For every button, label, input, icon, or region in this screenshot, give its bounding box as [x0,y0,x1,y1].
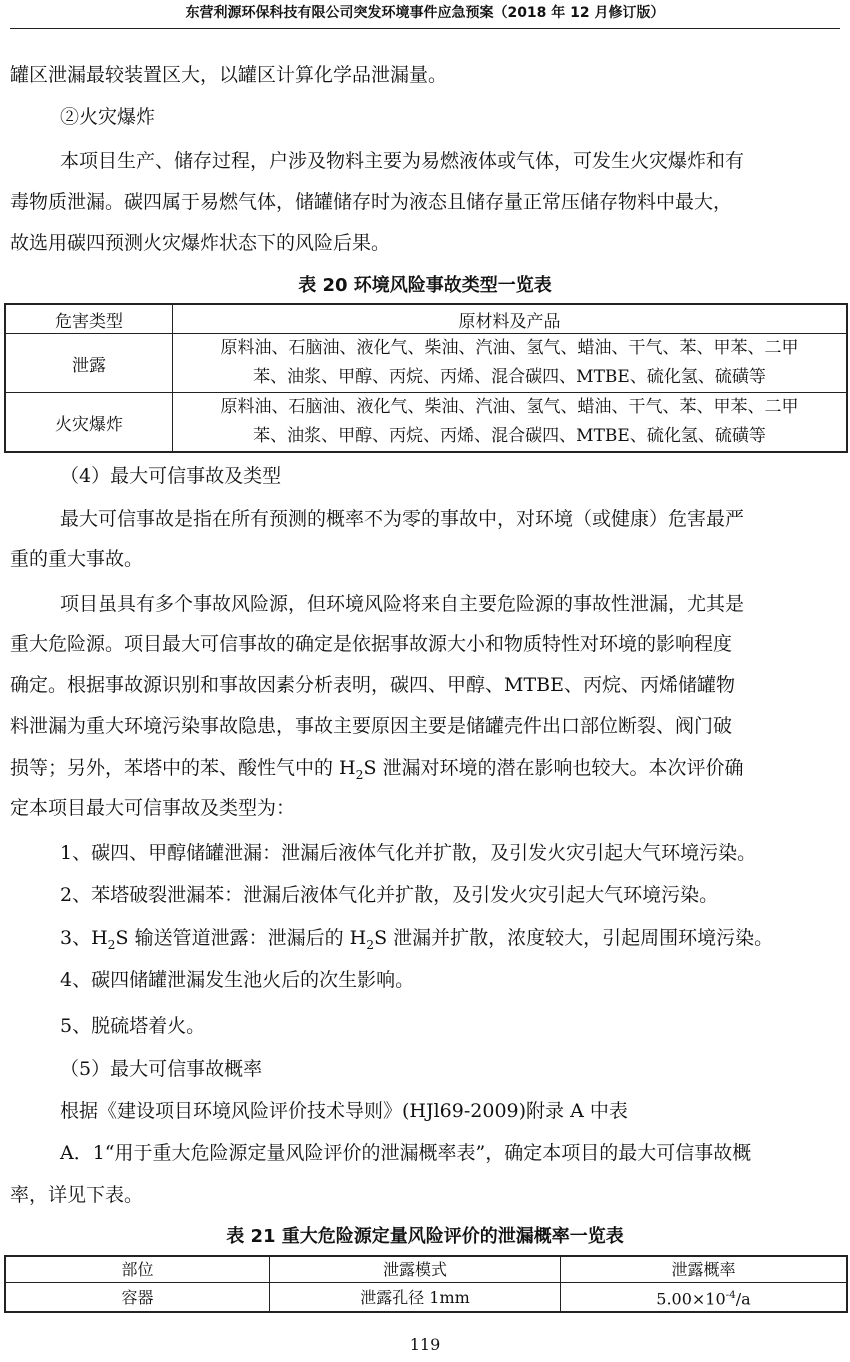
table-header-cell: 部位 [5,1256,270,1283]
list-item [60,927,773,956]
cell-line: 原料油、石脑油、液化气、柴油、汽油、氢气、蜡油、干气、苯、甲苯、二甲 [220,397,799,417]
table-cell [561,1283,848,1313]
section-heading: （4）最大可信事故及类型 [60,465,282,487]
table-cell [173,393,848,453]
table-header-row [5,304,847,334]
subscript: 2 [107,937,116,952]
paragraph: 重大危险源。项目最大可信事故的确定是依据事故源大小和物质特性对环境的影响程度 [10,633,733,655]
cell-line: 苯、油浆、甲醇、丙烷、丙烯、混合碳四、MTBE、硫化氢、硫磺等 [253,367,766,387]
paragraph: 毒物质泄漏。碳四属于易燃气体，储罐储存时为液态且储存量正常压储存物料中最大， [10,191,733,213]
text-run: S 泄漏对环境的潜在影响也较大。本次评价确 [363,757,744,779]
paragraph: 最大可信事故是指在所有预测的概率不为零的事故中，对环境（或健康）危害最严 [60,508,745,530]
subscript: 2 [355,767,364,782]
text-run: 3、H [60,927,108,949]
list-item: 4、碳四储罐泄漏发生池火后的次生影响。 [60,969,415,991]
table-cell: 容器 [5,1283,270,1313]
text-run: 损等；另外，苯塔中的苯、酸性气中的 H [10,757,356,779]
paragraph: 定本项目最大可信事故及类型为： [10,797,296,819]
page-header: 东营利源环保科技有限公司突发环境事件应急预案（2018 年 12 月修订版） [10,2,840,29]
cell-line: 苯、油浆、甲醇、丙烷、丙烯、混合碳四、MTBE、硫化氢、硫磺等 [253,426,766,446]
subscript: 2 [366,937,375,952]
paragraph [10,757,744,786]
paragraph: 项目虽具有多个事故风险源，但环境风险将来自主要危险源的事故性泄漏，尤其是 [60,593,745,615]
table-20 [4,303,848,453]
text-run: S 泄漏并扩散，浓度较大，引起周围环境污染。 [374,927,774,949]
table-cell: 泄露孔径 1mm [270,1283,561,1313]
paragraph: 本项目生产、储存过程，户涉及物料主要为易燃液体或气体，可发生火灾爆炸和有 [60,150,745,172]
table-row [5,1283,847,1313]
table-row [5,393,847,453]
table-21 [4,1255,848,1313]
paragraph: 重的重大事故。 [10,548,144,570]
table-header-cell: 危害类型 [5,304,173,334]
table-cell: 泄露 [5,334,173,393]
list-item: 5、脱硫塔着火。 [60,1015,206,1037]
paragraph: 故选用碳四预测火灾爆炸状态下的风险后果。 [10,232,391,254]
text-run: /a [735,1289,751,1309]
paragraph: 料泄漏为重大环境污染事故隐患，事故主要原因主要是储罐壳件出口部位断裂、阀门破 [10,715,733,737]
table-header-cell: 原材料及产品 [173,304,848,334]
paragraph: 确定。根据事故源识别和事故因素分析表明，碳四、甲醇、MTBE、丙烷、丙烯储罐物 [10,674,735,696]
table-cell: 火灾爆炸 [5,393,173,453]
superscript: -4 [725,1289,736,1301]
paragraph: 率，详见下表。 [10,1184,144,1206]
text-run: S 输送管道泄露：泄漏后的 H [115,927,367,949]
page-number: 119 [409,1335,441,1354]
cell-line: 原料油、石脑油、液化气、柴油、汽油、氢气、蜡油、干气、苯、甲苯、二甲 [220,338,799,358]
table-21-caption: 表 21 重大危险源定量风险评价的泄漏概率一览表 [226,1226,624,1247]
list-item: 1、碳四、甲醇储罐泄漏：泄漏后液体气化并扩散，及引发火灾引起大气环境污染。 [60,842,757,864]
text-run: 5.00×10 [656,1289,726,1309]
paragraph: 罐区泄漏最较装置区大，以罐区计算化学品泄漏量。 [10,64,448,86]
table-20-caption: 表 20 环境风险事故类型一览表 [298,275,552,296]
table-header-cell: 泄露模式 [270,1256,561,1283]
list-item: 2、苯塔破裂泄漏苯：泄漏后液体气化并扩散，及引发火灾引起大气环境污染。 [60,884,719,906]
table-header-cell: 泄露概率 [561,1256,848,1283]
table-cell [173,334,848,393]
section-heading: （5）最大可信事故概率 [60,1058,263,1080]
table-row [5,334,847,393]
paragraph: A．1“用于重大危险源定量风险评价的泄漏概率表”，确定本项目的最大可信事故概 [60,1142,752,1164]
sub-heading: ②火灾爆炸 [60,106,156,128]
table-header-row [5,1256,847,1283]
paragraph: 根据《建设项目环境风险评价技术导则》(HJl69-2009)附录 A 中表 [60,1100,628,1122]
